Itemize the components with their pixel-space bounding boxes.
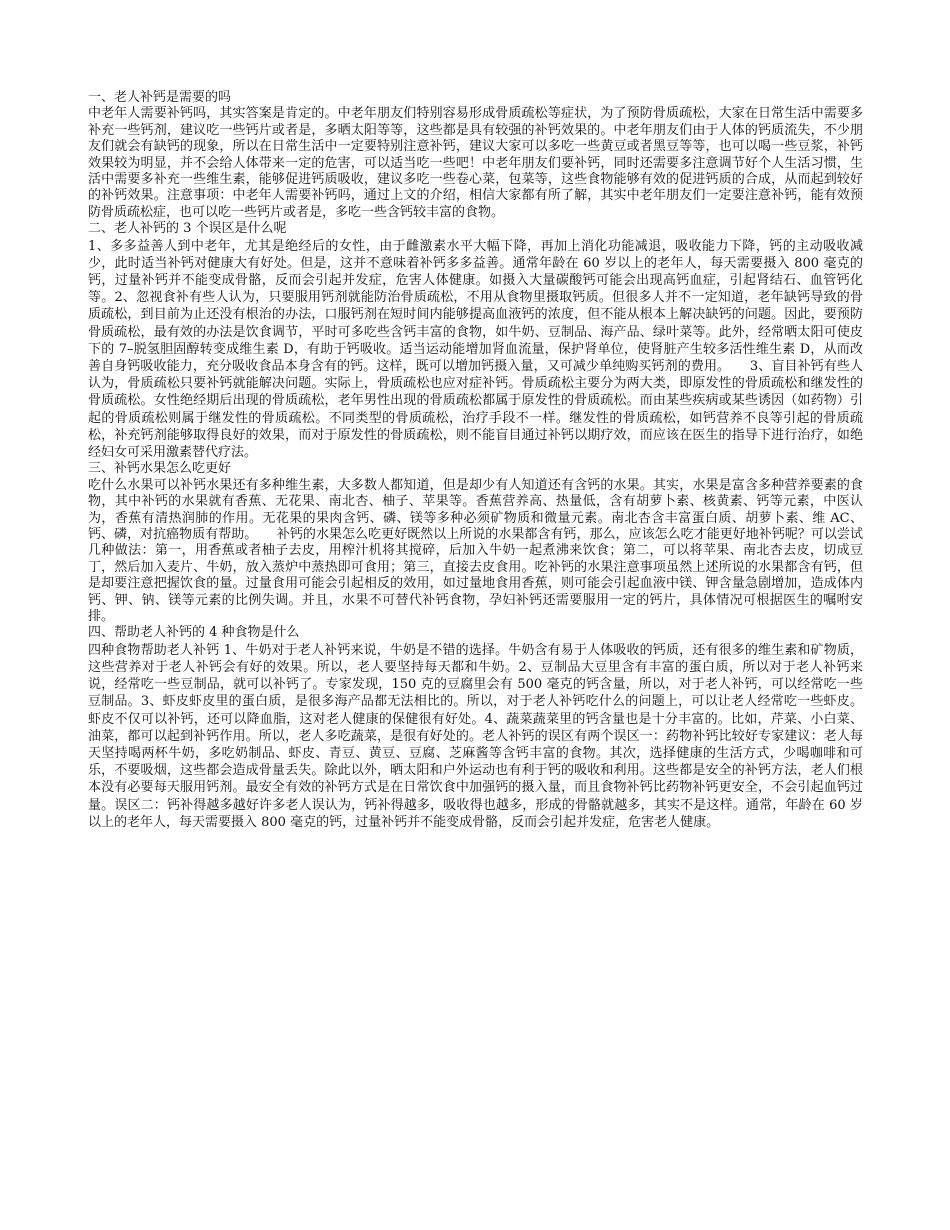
section-4-heading: 四、帮助老人补钙的 4 种食物是什么 xyxy=(88,625,300,641)
section-4-body: 四种食物帮助老人补钙 1、牛奶对于老人补钙来说，牛奶是不错的选择。牛奶含有易于人体吸收的钙质，还有很多的维生素和矿物质，这些营养对于老人补钙会有好的效果。所以，老人要坚持每天都和牛奶。2、豆制品大豆里含有丰富的蛋白质，所以对于老人补钙来说，经常吃一些豆制品，就可以补钙了。专家发现，150 克的豆腐里会有 500 毫克的钙含量，所以，对于老人补钙，可以经常吃一些豆制品。3、虾皮虾皮里的蛋白质，是很多海产品都无法相比的。所以，对于老人补钙吃什么的问题上，可以让老人经常吃一些虾皮。虾皮不仅可以补钙，还可以降血脂，这对老人健康的保健很有好处。4、蔬菜蔬菜里的钙含量也是十分丰富的。比如，芹菜、小白菜、油菜，都可以起到补钙作用。所以，老人多吃蔬菜，是很有好处的。老人补钙的误区有两个误区一：药物补钙比较好专家建议：老人每天坚持喝两杯牛奶，多吃奶制品、虾皮、青豆、黄豆、豆腐、芝麻酱等含钙丰富的食物。其次，选择健康的生活方式，少喝咖啡和可乐，不要吸烟，这些都会造成骨量丢失。除此以外，晒太阳和户外运动也有利于钙的吸收和利用。这些都是安全的补钙方法，老人们根本没有必要每天服用钙剂。最安全有效的补钙方式是在日常饮食中加强钙的摄入量，而且食物补钙比药物补钙更安全，不会引起血钙过量。误区二：钙补得越多越好许多老人误认为，钙补得越多，吸收得也越多，形成的骨骼就越多，其实不是这样。通常，年龄在 60 岁以上的老年人，每天需要摄入 800 毫克的钙，过量补钙并不能变成骨骼，反而会引起并发症，危害老人健康。 xyxy=(88,642,863,830)
section-2-body: 1、多多益善人到中老年，尤其是绝经后的女性，由于雌激素水平大幅下降，再加上消化功能减退，吸收能力下降，钙的主动吸收减少，此时适当补钙对健康大有好处。但是，这并不意味着补钙多多益善。通常年龄在 60 岁以上的老年人，每天需要摄入 800 毫克的钙，过量补钙并不能变成骨骼，反而会引起并发症，危害人体健康。如摄入大量碳酸钙可能会出现高钙血症，引起肾结石、血管钙化等。2、忽视食补有些人认为，只要服用钙剂就能防治骨质疏松，不用从食物里摄取钙质。但很多人并不一定知道，老年缺钙导致的骨质疏松，到目前为止还没有根治的办法，口服钙剂在短时间内能够提高血液钙的浓度，但不能从根本上解决缺钙的问题。因此，要预防骨质疏松，最有效的办法是饮食调节，平时可多吃些含钙丰富的食物，如牛奶、豆制品、海产品、绿叶菜等。此外，经常晒太阳可使皮下的 7–脱氢胆固醇转变成维生素 D，有助于钙吸收。适当运动能增加肾血流量，保护肾单位，使肾脏产生较多活性维生素 D，从而改善自身钙吸收能力，充分吸收食品本身含有的钙。这样，既可以增加钙摄入量，又可减少单纯购买钙剂的费用。 3、盲目补钙有些人认为，骨质疏松只要补钙就能解决问题。实际上，骨质疏松也应对症补钙。骨质疏松主要分为两大类，即原发性的骨质疏松和继发性的骨质疏松。女性绝经期后出现的骨质疏松，老年男性出现的骨质疏松都属于原发性的骨质疏松。而由某些疾病或某些诱因（如药物）引起的骨质疏松则属于继发性的骨质疏松。不同类型的骨质疏松，治疗手段不一样。继发性的骨质疏松，如钙营养不良等引起的骨质疏松，补充钙剂能够取得良好的效果，而对于原发性的骨质疏松，则不能盲目通过补钙以期疗效，而应该在医生的指导下进行治疗，如绝经妇女可采用激素替代疗法。 xyxy=(88,238,863,461)
section-3-body: 吃什么水果可以补钙水果还有多种维生素，大多数人都知道，但是却少有人知道还有含钙的水果。其实，水果是富含多种营养要素的食物，其中补钙的水果就有香蕉、无花果、南北杏、柚子、苹果等。香蕉营养高、热量低，含有胡萝卜素、核黄素、钙等元素，中医认为，香蕉有清热润肺的作用。无花果的果肉含钙、磷、镁等多种必须矿物质和微量元素。南北杏含丰富蛋白质、胡萝卜素、维 AC、钙、磷，对抗癌物质有帮助。 补钙的水果怎么吃更好既然以上所说的水果都含有钙，那么，应该怎么吃才能更好地补钙呢？可以尝试几种做法：第一，用香蕉或者柚子去皮，用榨汁机将其搅碎，后加入牛奶一起煮沸来饮食；第二，可以将苹果、南北杏去皮，切成豆丁，然后加入麦片、牛奶，放入蒸炉中蒸热即可食用；第三，直接去皮食用。吃补钙的水果注意事项虽然上述所说的水果都含有钙，但是却要注意把握饮食的量。过量食用可能会引起相反的效用，如过量地食用香蕉，则可能会引起血液中镁、钾含量急剧增加，造成体内钙、钾、钠、镁等元素的比例失调。并且，水果不可替代补钙食物，孕妇补钙还需要服用一定的钙片，具体情况可根据医生的嘱咐安排。 xyxy=(88,477,863,624)
section-2-heading: 二、老人补钙的 3 个误区是什么呢 xyxy=(88,221,287,237)
section-3-heading: 三、补钙水果怎么吃更好 xyxy=(88,461,232,477)
section-1-heading: 一、老人补钙是需要的吗 xyxy=(88,90,232,105)
document-page xyxy=(88,90,863,831)
section-1-body: 中老年人需要补钙吗，其实答案是肯定的。中老年朋友们特别容易形成骨质疏松等症状，为了预防骨质疏松，大家在日常生活中需要多补充一些钙剂，建议吃一些钙片或者是，多晒太阳等等，这些都是具有较强的补钙效果的。中老年朋友们由于人体的钙质流失，不少朋友们就会有缺钙的现象，所以在日常生活中一定要特别注意补钙，建议大家可以多吃一些黄豆或者黑豆等等，也可以喝一些豆浆，补钙效果较为明显，并不会给人体带来一定的危害，可以适当吃一些吧！中老年朋友们要补钙，同时还需要多注意调节好个人生活习惯，生活中需要多补充一些维生素，能够促进钙质吸收，建议多吃一些卷心菜，包菜等，这些食物能够有效的促进钙质的合成，从而起到较好的补钙效果。注意事项：中老年人需要补钙吗，通过上文的介绍，相信大家都有所了解，其实中老年朋友们一定要注意补钙，能有效预防骨质疏松症，也可以吃一些钙片或者是，多吃一些含钙较丰富的食物。 xyxy=(88,106,863,220)
